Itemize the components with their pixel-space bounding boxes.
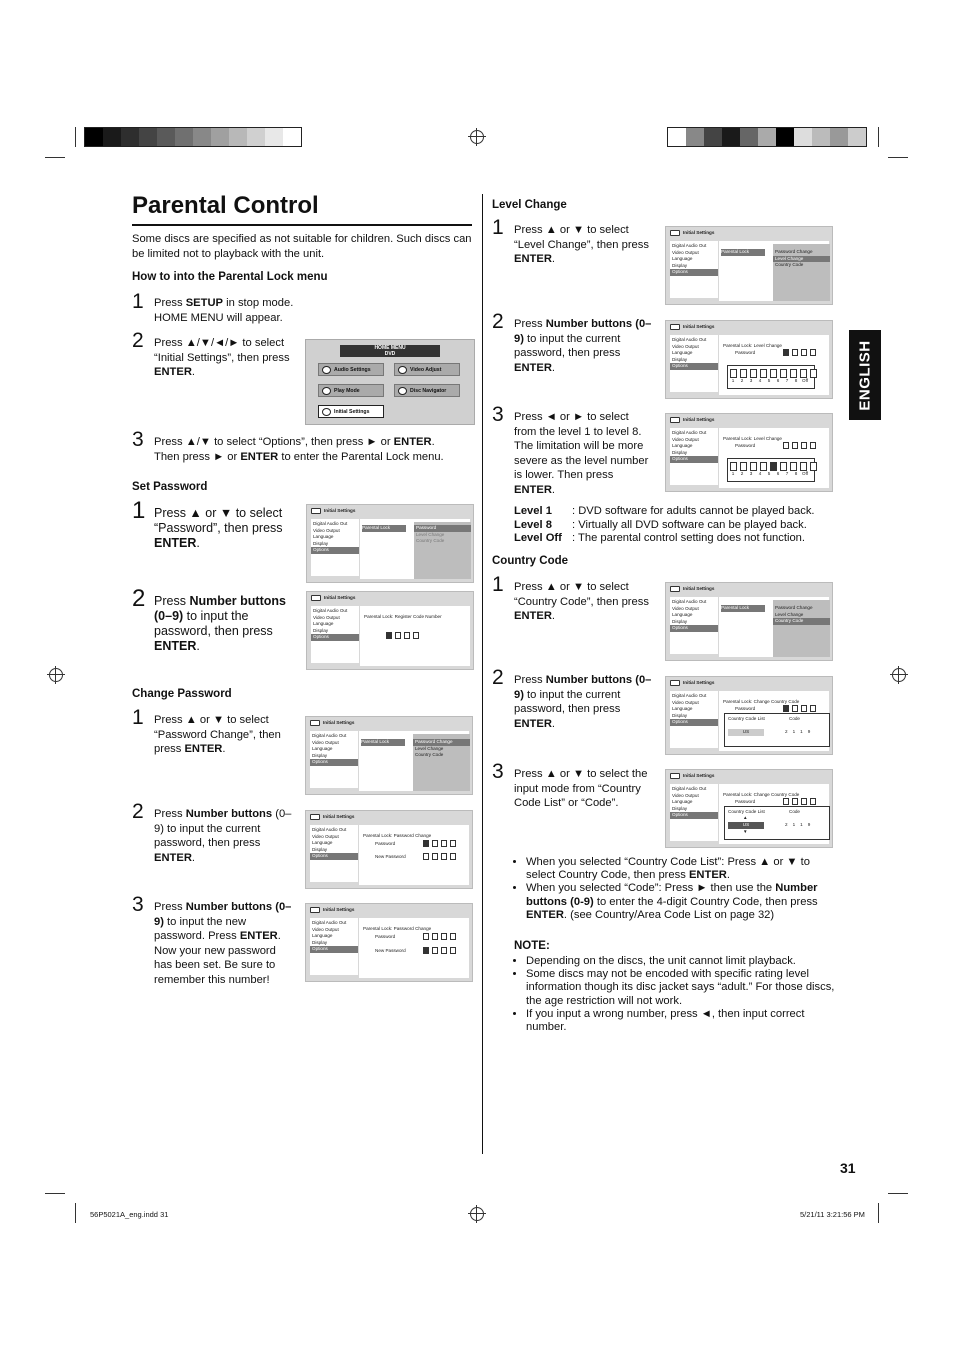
- settings-icon: [670, 773, 680, 779]
- video-icon: [398, 366, 407, 374]
- registration-target-icon: [49, 668, 63, 682]
- crop-mark: [888, 1193, 908, 1194]
- settings-icon: [311, 595, 321, 601]
- screen-level-change-password: Initial Settings Digital Audio Out Video Output Language Display Options Parental Lock: Level Change Password 1 2 3 4 5 6 7 8 Off: [665, 320, 833, 399]
- registration-target-icon: [892, 668, 906, 682]
- footer-left: 56P5021A_eng.indd 31: [90, 1210, 169, 1219]
- step-text: Press ◄ or ► to select from the level 1 to level 8. The limitation will be more severe as the level number is lower. Then press ENTER.: [514, 411, 649, 496]
- registration-target-icon: [470, 130, 484, 144]
- list-item: • When you selected “Country Code List”: Press ▲ or ▼ to select Country Code, then press ENTER.: [526, 856, 836, 882]
- step-text: Press ▲ or ▼ to select “Level Change”, then press ENTER.: [514, 224, 649, 266]
- crop-mark: [75, 127, 76, 147]
- settings-icon: [670, 324, 680, 330]
- settings-icon: [311, 508, 321, 514]
- settings-icon: [310, 814, 320, 820]
- level-row: Level 1 : DVD software for adults cannot be played back.: [514, 505, 815, 517]
- title-rule: [132, 224, 472, 226]
- screen-set-password-select: Initial Settings Digital Audio Out Video Output Language Display Options Parental Lock Password Level Change Country Code: [306, 504, 474, 583]
- settings-icon: [670, 680, 680, 686]
- step-number: 1: [132, 706, 144, 729]
- crop-mark: [888, 157, 908, 158]
- registration-target-icon: [470, 1207, 484, 1221]
- registration-bar-left: [84, 127, 302, 147]
- step-number: 1: [132, 497, 146, 524]
- screen-country-code-mode: Initial Settings Digital Audio Out Video Output Language Display Options Parental Lock: Change Country Code Password Country Code List Code ▲ US ▼ 2 1 1 9: [665, 769, 833, 848]
- settings-icon: [670, 417, 680, 423]
- settings-icon: [310, 907, 320, 913]
- disc-icon: [398, 387, 407, 395]
- crop-mark: [45, 1193, 65, 1194]
- step-text: Press Number buttons (0–9) to input the current password, then press ENTER.: [514, 674, 652, 730]
- step-number: 2: [132, 800, 144, 823]
- step-text: Press SETUP in stop mode. HOME MENU will appear.: [154, 297, 294, 324]
- screen-register-code: Initial Settings Digital Audio Out Video Output Language Display Options Parental Lock: Register Code Number: [306, 591, 474, 670]
- step-text: Press ▲ or ▼ to select “Password”, then press ENTER.: [154, 506, 283, 550]
- list-item: • If you input a wrong number, press ◄, then input correct number.: [526, 1008, 836, 1034]
- down-arrow-icon: ▼: [743, 829, 748, 834]
- section-heading-how-to: How to into the Parental Lock menu: [132, 271, 328, 283]
- screen-password-change-current: Initial Settings Digital Audio Out Video Output Language Display Options Parental Lock: Password Change Password New Password: [305, 810, 473, 889]
- step-number: 1: [492, 216, 504, 239]
- language-tab: ENGLISH: [849, 330, 881, 420]
- screen-country-code-select: Initial Settings Digital Audio Out Video Output Language Display Options Parental Lock Password Change Level Change Country Code: [665, 582, 833, 661]
- footer-right: 5/21/11 3:21:56 PM: [800, 1210, 865, 1219]
- initial-settings-button: Initial Settings: [318, 405, 384, 418]
- page-title: Parental Control: [132, 192, 319, 219]
- level-descriptions: [514, 505, 834, 546]
- country-code-bullets: [514, 856, 836, 922]
- screen-password-change-new: Initial Settings Digital Audio Out Video Output Language Display Options Parental Lock: Password Change Password New Password: [305, 903, 473, 982]
- note-heading: NOTE:: [514, 940, 550, 952]
- section-heading-set-password: Set Password: [132, 481, 208, 493]
- step-number: 2: [132, 585, 146, 612]
- step-text: Press ▲ or ▼ to select “Password Change”, then press ENTER.: [154, 714, 281, 756]
- settings-icon: [310, 720, 320, 726]
- settings-icon: [322, 408, 331, 416]
- crop-mark: [45, 157, 65, 158]
- note-list: [514, 955, 836, 1034]
- intro-text: Some discs are specified as not suitable for children. Such discs can be limited not to playback with the unit.: [132, 233, 472, 260]
- home-menu-screen: [305, 339, 475, 425]
- settings-icon: [670, 230, 680, 236]
- step-number: 3: [492, 760, 504, 783]
- step-number: 2: [492, 666, 504, 689]
- column-divider: [482, 194, 483, 1154]
- video-adjust-button: Video Adjust: [394, 363, 460, 376]
- audio-settings-button: Audio Settings: [318, 363, 384, 376]
- screen-level-change-select: Initial Settings Digital Audio Out Video Output Language Display Options Parental Lock Password Change Level Change Country Code: [665, 226, 833, 305]
- screen-password-change-select: Initial Settings Digital Audio Out Video Output Language Display Options Parental Lock Password Change Level Change Country Code: [305, 716, 473, 795]
- step-text: Press Number buttons (0–9) to input the new password. Press ENTER. Now your new password has been set. Be sure to remember this number!: [154, 901, 292, 986]
- level-row: Level Off : The parental control setting does not function.: [514, 532, 806, 545]
- step-number: 2: [492, 310, 504, 333]
- list-item: • Depending on the discs, the unit cannot limit playback.: [526, 955, 836, 968]
- crop-mark: [878, 1203, 879, 1223]
- screen-country-code-password: Initial Settings Digital Audio Out Video Output Language Display Options Parental Lock: Change Country Code Password Country Code List Code US 2 1 1 9: [665, 676, 833, 755]
- section-heading-change-password: Change Password: [132, 688, 232, 700]
- step-text: Press ▲/▼/◄/► to select “Initial Settings”, then press ENTER.: [154, 337, 290, 379]
- crop-mark: [878, 127, 879, 147]
- section-heading-country-code: Country Code: [492, 555, 569, 567]
- step-text: Press Number buttons (0–9) to input the current password, then press ENTER.: [154, 808, 292, 864]
- list-item: • When you selected “Code”: Press ► then use the Number buttons (0-9) to enter the 4-digit Country Code, then press ENTER. (see Country/Area Code List on page 32): [526, 882, 836, 922]
- list-item: • Some discs may not be encoded with specific rating level information though its disc jacket says “adult.” For those discs, the age restriction will not work.: [526, 968, 836, 1008]
- step-text: Press ▲ or ▼ to select the input mode from “Country Code List” or “Code”.: [514, 768, 648, 810]
- step-number: 3: [132, 893, 144, 916]
- speaker-icon: [322, 366, 331, 374]
- step-number: 1: [492, 573, 504, 596]
- step-number: 3: [132, 428, 144, 451]
- disc-navigator-button: Disc Navigator: [394, 384, 460, 397]
- step-number: 3: [492, 403, 504, 426]
- step-number: 1: [132, 290, 144, 313]
- page-number: 31: [840, 1160, 856, 1176]
- section-heading-level-change: Level Change: [492, 199, 567, 211]
- level-row: Level 8 : Virtually all DVD software can be played back.: [514, 518, 807, 531]
- home-menu-title-bar: HOME MENU DVD: [340, 345, 440, 357]
- play-icon: [322, 387, 331, 395]
- step-text: Press ▲ or ▼ to select “Country Code”, then press ENTER.: [514, 581, 649, 623]
- registration-bar-right: [667, 127, 867, 147]
- crop-mark: [75, 1203, 76, 1223]
- step-number: 2: [132, 329, 144, 352]
- step-text: Press Number buttons (0–9) to input the password, then press ENTER.: [154, 594, 286, 653]
- play-mode-button: Play Mode: [318, 384, 384, 397]
- up-arrow-icon: ▲: [743, 815, 748, 820]
- step-text: Press ▲/▼ to select “Options”, then press ► or ENTER. Then press ► or ENTER to enter the Parental Lock menu.: [154, 436, 444, 463]
- settings-icon: [670, 586, 680, 592]
- screen-level-change-select-level: Initial Settings Digital Audio Out Video Output Language Display Options Parental Lock: Level Change Password 1 2 3 4 5 6 7 8 Off: [665, 413, 833, 492]
- step-text: Press Number buttons (0–9) to input the current password, then press ENTER.: [514, 318, 652, 374]
